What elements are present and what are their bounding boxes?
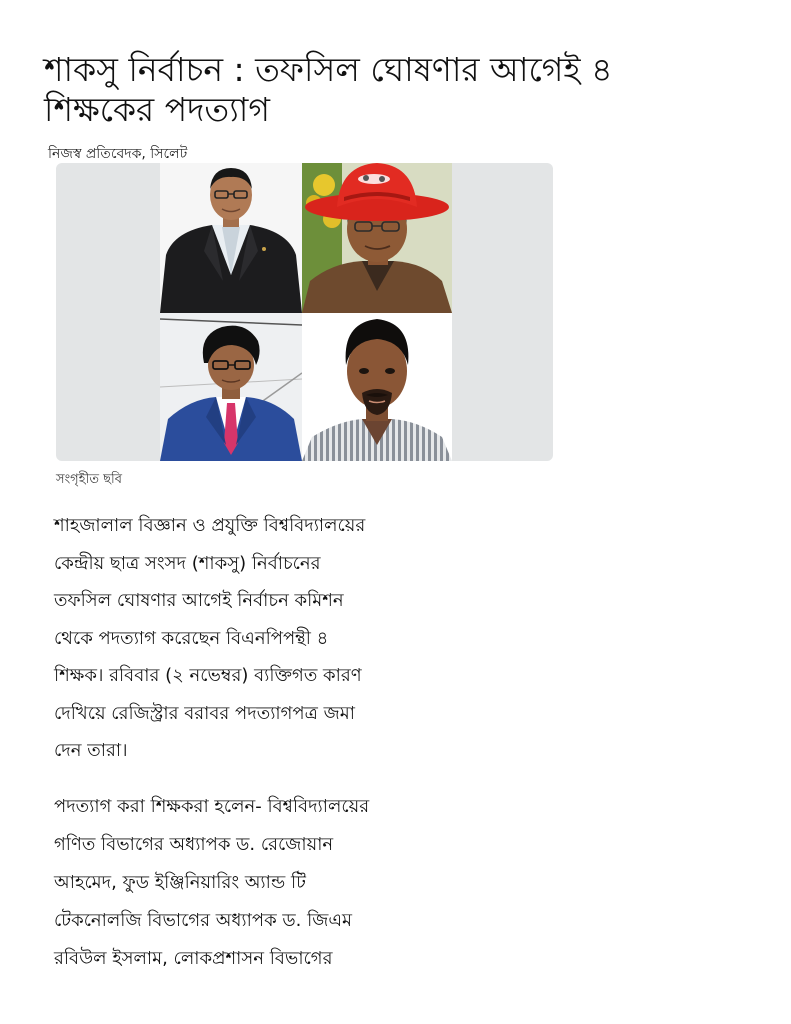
byline: নিজস্ব প্রতিবেদক, সিলেট bbox=[48, 146, 188, 162]
paragraph-line: দেন তারা। bbox=[54, 740, 128, 761]
photo-frame bbox=[56, 163, 553, 461]
photo-collage bbox=[160, 163, 452, 461]
paragraph-line: গণিত বিভাগের অধ্যাপক ড. রেজোয়ান bbox=[54, 834, 334, 855]
paragraph-line: কেন্দ্রীয় ছাত্র সংসদ (শাকসু) নির্বাচনের bbox=[54, 552, 321, 574]
paragraph-line: শাহজালাল বিজ্ঞান ও প্রযুক্তি বিশ্ববিদ্যালয়ের bbox=[54, 515, 366, 536]
photo-teacher-1 bbox=[160, 163, 302, 313]
paragraph-line: পদত্যাগ করা শিক্ষকরা হলেন- বিশ্ববিদ্যালয়ের bbox=[54, 796, 370, 817]
paragraph-line: টেকনোলজি বিভাগের অধ্যাপক ড. জিএম bbox=[54, 910, 353, 931]
headline-line-2: শিক্ষকের পদত্যাগ bbox=[44, 90, 270, 129]
paragraph-line: তফসিল ঘোষণার আগেই নির্বাচন কমিশন bbox=[54, 590, 344, 611]
photo-caption: সংগৃহীত ছবি bbox=[56, 472, 122, 487]
photo-teacher-4 bbox=[302, 313, 452, 461]
article-paragraph-2 bbox=[54, 788, 514, 978]
paragraph-line: দেখিয়ে রেজিস্ট্রার বরাবর পদত্যাগপত্র জমা bbox=[54, 702, 355, 724]
paragraph-line: রবিউল ইসলাম, লোকপ্রশাসন বিভাগের bbox=[54, 948, 333, 969]
article-headline bbox=[44, 50, 684, 130]
paragraph-line: আহমেদ, ফুড ইঞ্জিনিয়ারিং অ্যান্ড টি bbox=[54, 872, 306, 893]
article-paragraph-1 bbox=[54, 507, 514, 770]
paragraph-line: থেকে পদত্যাগ করেছেন বিএনপিপন্থী ৪ bbox=[54, 627, 329, 649]
photo-teacher-3 bbox=[160, 313, 302, 461]
photo-teacher-2 bbox=[302, 163, 452, 313]
paragraph-line: শিক্ষক। রবিবার (২ নভেম্বর) ব্যক্তিগত কারণ bbox=[54, 665, 362, 686]
headline-line-1: শাকসু নির্বাচন : তফসিল ঘোষণার আগেই ৪ bbox=[44, 50, 613, 89]
